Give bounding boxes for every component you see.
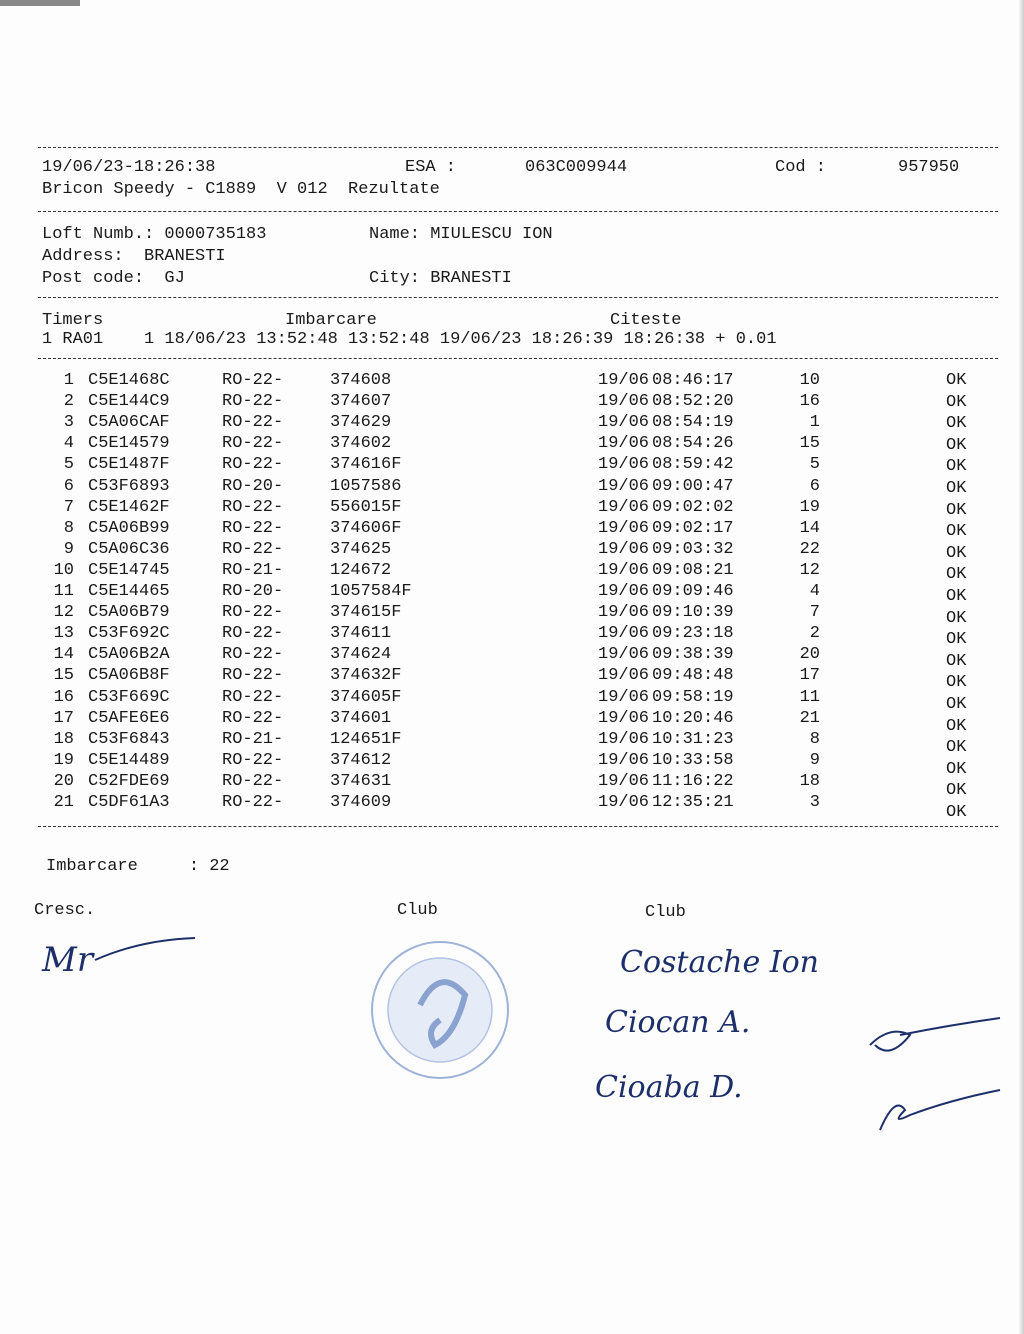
table-row	[0, 708, 1024, 736]
arrival-time: 08:52:20	[652, 392, 734, 412]
chip-code: C5E14489	[88, 750, 170, 770]
cresc-label: Cresc.	[34, 901, 96, 920]
status: OK	[946, 371, 967, 390]
position: 17	[799, 666, 820, 686]
arrival-date: 19/06	[598, 624, 650, 644]
chip-code: C5AFE6E6	[88, 708, 170, 728]
ring-prefix: RO-22-	[222, 666, 284, 686]
row-number: 8	[63, 518, 74, 538]
ring-number: 374606F	[330, 518, 402, 538]
arrival-date: 19/06	[598, 455, 650, 475]
arrival-time: 09:23:18	[652, 624, 734, 644]
table-row	[0, 434, 1024, 455]
status: OK	[946, 392, 967, 412]
ring-prefix: RO-22-	[222, 539, 284, 559]
esa-value: 063C009944	[525, 158, 628, 177]
table-row	[0, 371, 1024, 392]
club-label: Club	[645, 903, 686, 922]
chip-code: C53F6843	[88, 729, 170, 749]
ring-number: 374612	[330, 750, 392, 770]
row-number: 12	[53, 603, 74, 623]
table-row	[0, 413, 1024, 434]
divider	[38, 297, 998, 298]
ring-number: 374609	[330, 793, 392, 812]
status: OK	[946, 759, 967, 779]
arrival-time: 11:16:22	[652, 771, 734, 791]
row-number: 11	[53, 582, 74, 601]
chip-code: C5E1487F	[88, 455, 170, 475]
ring-number: 374601	[330, 708, 392, 728]
row-number: 9	[63, 539, 74, 559]
position: 6	[809, 476, 820, 496]
ring-prefix: RO-22-	[222, 413, 284, 433]
chip-code: C5E14465	[88, 582, 170, 601]
position: 22	[799, 539, 820, 559]
arrival-date: 19/06	[598, 729, 650, 749]
position: 3	[809, 793, 820, 812]
ring-number: 124651F	[330, 729, 402, 749]
arrival-time: 09:02:02	[652, 497, 734, 517]
ring-number: 374632F	[330, 666, 402, 686]
signature-club-3: Cioaba D.	[595, 1070, 743, 1105]
position: 2	[809, 624, 820, 644]
esa-label: ESA :	[405, 158, 457, 177]
position: 20	[799, 645, 820, 665]
city: City: BRANESTI	[369, 269, 512, 288]
ring-prefix: RO-22-	[222, 793, 284, 812]
chip-code: C5A06C36	[88, 539, 170, 559]
row-number: 4	[63, 434, 74, 454]
ring-prefix: RO-22-	[222, 434, 284, 454]
imbarcare-total: Imbarcare : 22	[46, 857, 230, 876]
row-number: 15	[53, 666, 74, 686]
arrival-date: 19/06	[598, 666, 650, 686]
table-row	[0, 603, 1024, 628]
position: 1	[809, 413, 820, 433]
ring-prefix: RO-22-	[222, 708, 284, 728]
position: 11	[799, 687, 820, 707]
table-row	[0, 645, 1024, 671]
arrival-date: 19/06	[598, 434, 650, 454]
arrival-time: 09:58:19	[652, 687, 734, 707]
chip-code: C5DF61A3	[88, 793, 170, 812]
table-row	[0, 793, 1024, 822]
arrival-date: 19/06	[598, 413, 650, 433]
table-row	[0, 477, 1024, 498]
ring-prefix: RO-22-	[222, 750, 284, 770]
club-label: Club	[397, 901, 438, 920]
table-row	[0, 771, 1024, 801]
arrival-time: 09:08:21	[652, 560, 734, 580]
table-row	[0, 498, 1024, 519]
arrival-date: 19/06	[598, 793, 650, 812]
position: 15	[799, 434, 820, 454]
cod-value: 957950	[898, 158, 960, 177]
position: 14	[799, 518, 820, 538]
chip-code: C5E14579	[88, 434, 170, 454]
status: OK	[946, 651, 967, 671]
ring-number: 374608	[330, 371, 392, 390]
row-number: 17	[53, 708, 74, 728]
position: 5	[809, 455, 820, 475]
position: 7	[809, 603, 820, 623]
arrival-date: 19/06	[598, 750, 650, 770]
divider	[38, 826, 998, 827]
arrival-date: 19/06	[598, 539, 650, 559]
status: OK	[946, 716, 967, 736]
arrival-time: 09:38:39	[652, 645, 734, 665]
table-row	[0, 750, 1024, 779]
ring-prefix: RO-21-	[222, 729, 284, 749]
ring-prefix: RO-20-	[222, 476, 284, 496]
arrival-time: 09:03:32	[652, 539, 734, 559]
ring-prefix: RO-21-	[222, 560, 284, 580]
ring-number: 374602	[330, 434, 392, 454]
divider	[38, 147, 998, 148]
row-number: 14	[53, 645, 74, 665]
ring-prefix: RO-22-	[222, 645, 284, 665]
arrival-time: 08:54:26	[652, 434, 734, 454]
ring-number: 374607	[330, 392, 392, 412]
arrival-date: 19/06	[598, 371, 650, 390]
ring-number: 556015F	[330, 497, 402, 517]
row-number: 19	[53, 750, 74, 770]
citeste-label: Citeste	[610, 311, 682, 330]
status: OK	[946, 738, 967, 758]
arrival-date: 19/06	[598, 392, 650, 412]
row-number: 2	[63, 392, 74, 412]
arrival-date: 19/06	[598, 603, 650, 623]
arrival-date: 19/06	[598, 582, 650, 601]
position: 4	[809, 582, 820, 601]
chip-code: C5A06B79	[88, 603, 170, 623]
row-number: 6	[63, 476, 74, 496]
timer-line: 1 RA01 1 18/06/23 13:52:48 13:52:48 19/06/23 18:26:39 18:26:38 + 0.01	[42, 330, 777, 349]
status: OK	[946, 587, 967, 606]
table-row	[0, 582, 1024, 606]
arrival-time: 09:48:48	[652, 666, 734, 686]
ring-number: 374629	[330, 413, 392, 433]
status: OK	[946, 608, 967, 628]
arrival-date: 19/06	[598, 560, 650, 580]
status: OK	[946, 781, 967, 801]
ring-number: 374605F	[330, 687, 402, 707]
ring-prefix: RO-20-	[222, 582, 284, 601]
scan-edge	[0, 0, 80, 6]
ring-number: 124672	[330, 560, 392, 580]
arrival-time: 12:35:21	[652, 793, 734, 812]
status: OK	[946, 673, 967, 693]
status: OK	[946, 803, 967, 822]
chip-code: C5E144C9	[88, 392, 170, 412]
chip-code: C5A06B8F	[88, 666, 170, 686]
ring-prefix: RO-22-	[222, 455, 284, 475]
row-number: 20	[53, 771, 74, 791]
ring-number: 374615F	[330, 603, 402, 623]
chip-code: C5E14745	[88, 560, 170, 580]
chip-code: C5A06B99	[88, 518, 170, 538]
club-stamp	[365, 935, 515, 1085]
ring-number: 374611	[330, 624, 392, 644]
post-code: Post code: GJ	[42, 269, 185, 288]
arrival-time: 09:10:39	[652, 603, 734, 623]
arrival-time: 08:59:42	[652, 455, 734, 475]
position: 18	[799, 771, 820, 791]
arrival-time: 09:09:46	[652, 582, 734, 601]
arrival-date: 19/06	[598, 497, 650, 517]
arrival-time: 09:00:47	[652, 476, 734, 496]
chip-code: C5E1468C	[88, 371, 170, 390]
row-number: 10	[53, 560, 74, 580]
table-row	[0, 392, 1024, 413]
cod-label: Cod :	[775, 158, 827, 177]
signature-club-1: Costache Ion	[620, 945, 819, 980]
status: OK	[946, 543, 967, 563]
table-row	[0, 729, 1024, 758]
row-number: 13	[53, 624, 74, 644]
position: 9	[809, 750, 820, 770]
row-number: 7	[63, 497, 74, 517]
row-number: 3	[63, 413, 74, 433]
ring-number: 374624	[330, 645, 392, 665]
status: OK	[946, 414, 967, 434]
table-row	[0, 455, 1024, 476]
chip-code: C5E1462F	[88, 497, 170, 517]
fancier-name: Name: MIULESCU ION	[369, 225, 553, 244]
arrival-date: 19/06	[598, 687, 650, 707]
status: OK	[946, 479, 967, 498]
system-line: Bricon Speedy - C1889 V 012 Rezultate	[42, 180, 440, 199]
row-number: 16	[53, 687, 74, 707]
chip-code: C52FDE69	[88, 771, 170, 791]
ring-prefix: RO-22-	[222, 518, 284, 538]
arrival-date: 19/06	[598, 708, 650, 728]
signature-club-2: Ciocan A.	[605, 1005, 751, 1040]
arrival-time: 08:46:17	[652, 371, 734, 390]
signature-stroke	[90, 930, 200, 970]
row-number: 21	[53, 793, 74, 812]
row-number: 18	[53, 729, 74, 749]
ring-prefix: RO-22-	[222, 603, 284, 623]
position: 8	[809, 729, 820, 749]
status: OK	[946, 500, 967, 520]
arrival-time: 10:31:23	[652, 729, 734, 749]
chip-code: C53F669C	[88, 687, 170, 707]
ring-number: 1057584F	[330, 582, 412, 601]
arrival-time: 10:20:46	[652, 708, 734, 728]
ring-number: 374616F	[330, 455, 402, 475]
ring-prefix: RO-22-	[222, 497, 284, 517]
print-datetime: 19/06/23-18:26:38	[42, 158, 216, 177]
chip-code: C53F692C	[88, 624, 170, 644]
signature-cresc: Mr	[42, 940, 94, 980]
arrival-time: 10:33:58	[652, 750, 734, 770]
status: OK	[946, 522, 967, 542]
table-row	[0, 624, 1024, 650]
signature-strokes	[860, 1010, 1010, 1150]
position: 12	[799, 560, 820, 580]
arrival-date: 19/06	[598, 771, 650, 791]
ring-prefix: RO-22-	[222, 771, 284, 791]
position: 19	[799, 497, 820, 517]
ring-prefix: RO-22-	[222, 624, 284, 644]
status: OK	[946, 630, 967, 650]
status: OK	[946, 565, 967, 585]
status: OK	[946, 457, 967, 477]
ring-number: 1057586	[330, 476, 402, 496]
arrival-time: 09:02:17	[652, 518, 734, 538]
loft-number: Loft Numb.: 0000735183	[42, 225, 267, 244]
table-row	[0, 687, 1024, 714]
ring-prefix: RO-22-	[222, 371, 284, 390]
chip-code: C5A06CAF	[88, 413, 170, 433]
status: OK	[946, 695, 967, 714]
position: 16	[799, 392, 820, 412]
row-number: 5	[63, 455, 74, 475]
table-row	[0, 540, 1024, 561]
arrival-time: 08:54:19	[652, 413, 734, 433]
chip-code: C53F6893	[88, 476, 170, 496]
position: 10	[799, 371, 820, 390]
divider	[38, 358, 998, 359]
arrival-date: 19/06	[598, 645, 650, 665]
position: 21	[799, 708, 820, 728]
chip-code: C5A06B2A	[88, 645, 170, 665]
address: Address: BRANESTI	[42, 247, 226, 266]
divider	[38, 211, 998, 212]
imbarcare-label: Imbarcare	[285, 311, 377, 330]
timers-label: Timers	[42, 311, 104, 330]
arrival-date: 19/06	[598, 476, 650, 496]
ring-number: 374631	[330, 771, 392, 791]
ring-number: 374625	[330, 539, 392, 559]
arrival-date: 19/06	[598, 518, 650, 538]
status: OK	[946, 435, 967, 455]
table-row	[0, 519, 1024, 540]
ring-prefix: RO-22-	[222, 687, 284, 707]
table-row	[0, 560, 1024, 585]
table-row	[0, 666, 1024, 693]
row-number: 1	[63, 371, 74, 390]
ring-prefix: RO-22-	[222, 392, 284, 412]
